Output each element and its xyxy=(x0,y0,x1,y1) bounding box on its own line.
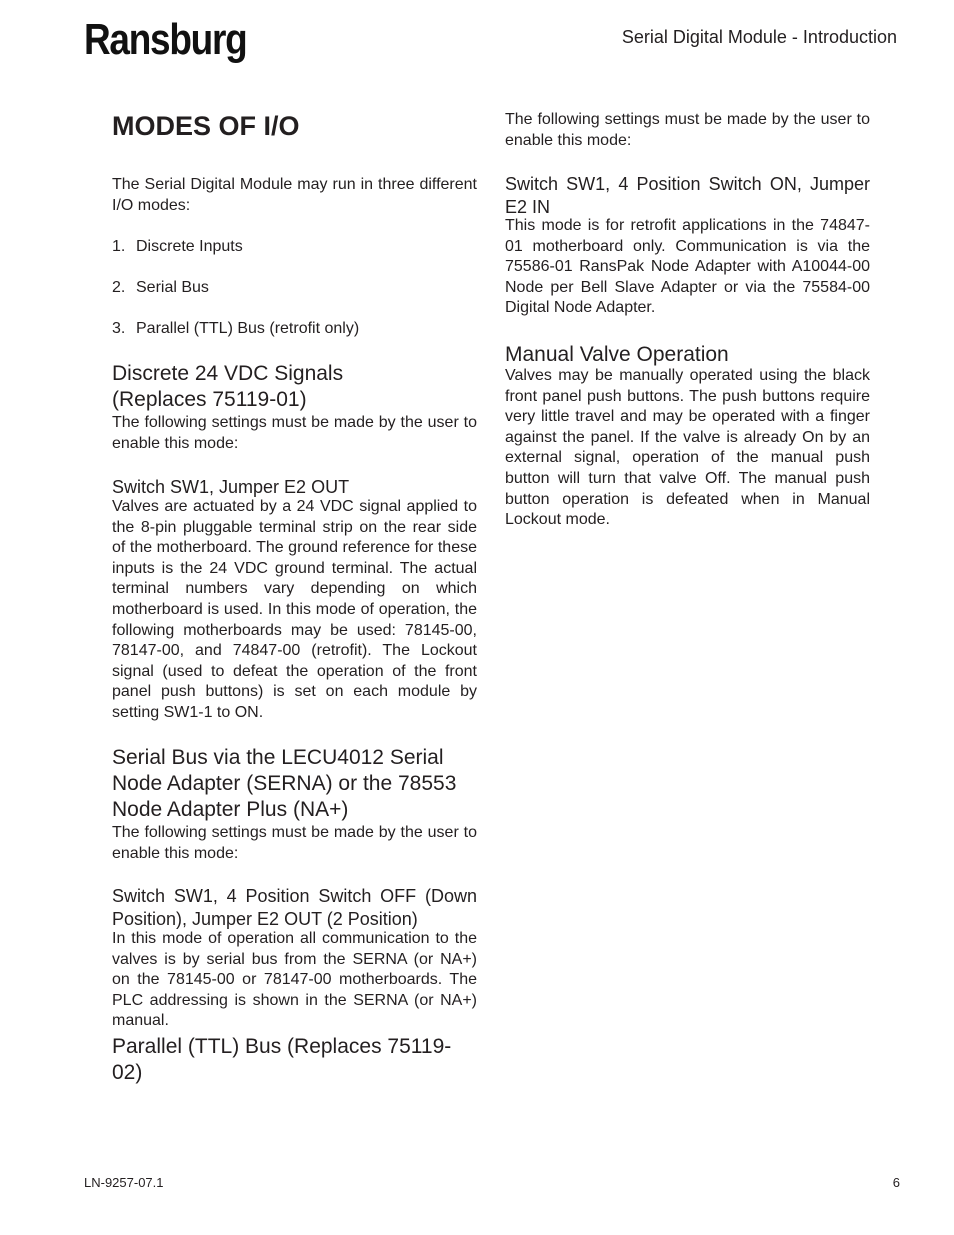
page-number: 6 xyxy=(892,1175,900,1190)
parallel-heading: Parallel (TTL) Bus (Replaces 75119-02) xyxy=(112,1035,452,1084)
mode-item xyxy=(112,237,243,257)
section-title: MODES OF I/O xyxy=(112,111,300,141)
discrete-body: Valves are actuated by a 24 VDC signal applied to the 8-pin pluggable terminal strip on the rear side of the motherboard. The ground reference for these inputs is the 24 VDC ground terminal. The actual terminal numbers vary depending on which motherboard is used. In this mode of operation, the following motherboards may be used: 78145-00, 78147-00, and 74847-00 (retrofit). The Lockout signal (used to defeat the operation of the front panel push buttons) is set on each module by setting SW1-1 to ON. xyxy=(112,498,477,721)
mode-label: Discrete Inputs xyxy=(136,238,243,255)
document-number: LN-9257-07.1 xyxy=(84,1175,164,1190)
intro-paragraph: The Serial Digital Module may run in three different I/O modes: xyxy=(112,176,477,214)
mode-number: 2. xyxy=(112,279,126,296)
mode-label: Serial Bus xyxy=(136,279,209,296)
discrete-switch-setting: Switch SW1, Jumper E2 OUT xyxy=(112,477,350,497)
manual-heading: Manual Valve Operation xyxy=(505,343,729,366)
manual-body: Valves may be manually operated using the black front panel push buttons. The push buttons require very little travel and may be operated with a finger against the panel. If the valve is already On by an external signal, operation of the manual push button will turn that valve Off. The manual push button operation is defeated when in Manual Lockout mode. xyxy=(505,367,870,529)
mode-item xyxy=(112,319,359,339)
mode-number: 3. xyxy=(112,320,126,337)
header-title: Serial Digital Module - Introduction xyxy=(621,27,897,47)
serial-body: In this mode of operation all communication to the valves is by serial bus from the SERNA (or NA+) on the 78145-00 or 78147-00 motherboards. The PLC addressing is shown in the SERNA (or NA+) manual. xyxy=(112,930,477,1030)
discrete-heading: Discrete 24 VDC Signals (Replaces 75119-01) xyxy=(112,362,344,411)
mode-number: 1. xyxy=(112,238,126,255)
parallel-settings-intro: The following settings must be made by the user to enable this mode: xyxy=(505,111,870,149)
mode-item xyxy=(112,278,209,298)
mode-label: Parallel (TTL) Bus (retrofit only) xyxy=(136,320,360,337)
ransburg-logo: Ransburg xyxy=(84,15,247,64)
discrete-settings-intro: The following settings must be made by the user to enable this mode: xyxy=(112,414,477,452)
serial-heading: Serial Bus via the LECU4012 Serial Node Adapter (SERNA) or the 78553 Node Adapter Plus (NA+) xyxy=(112,746,457,821)
parallel-switch-setting: Switch SW1, 4 Position Switch ON, Jumper E2 IN xyxy=(505,174,870,217)
serial-switch-setting: Switch SW1, 4 Position Switch OFF (Down Position), Jumper E2 OUT (2 Position) xyxy=(112,886,477,929)
serial-settings-intro: The following settings must be made by the user to enable this mode: xyxy=(112,824,477,862)
parallel-body: This mode is for retrofit applications in the 74847-01 motherboard only. Communication is via the 75586-01 RansPak Node Adapter with A10044-00 Node per Bell Slave Adapter or via the 75584-00 Digital Node Adapter. xyxy=(505,217,870,317)
